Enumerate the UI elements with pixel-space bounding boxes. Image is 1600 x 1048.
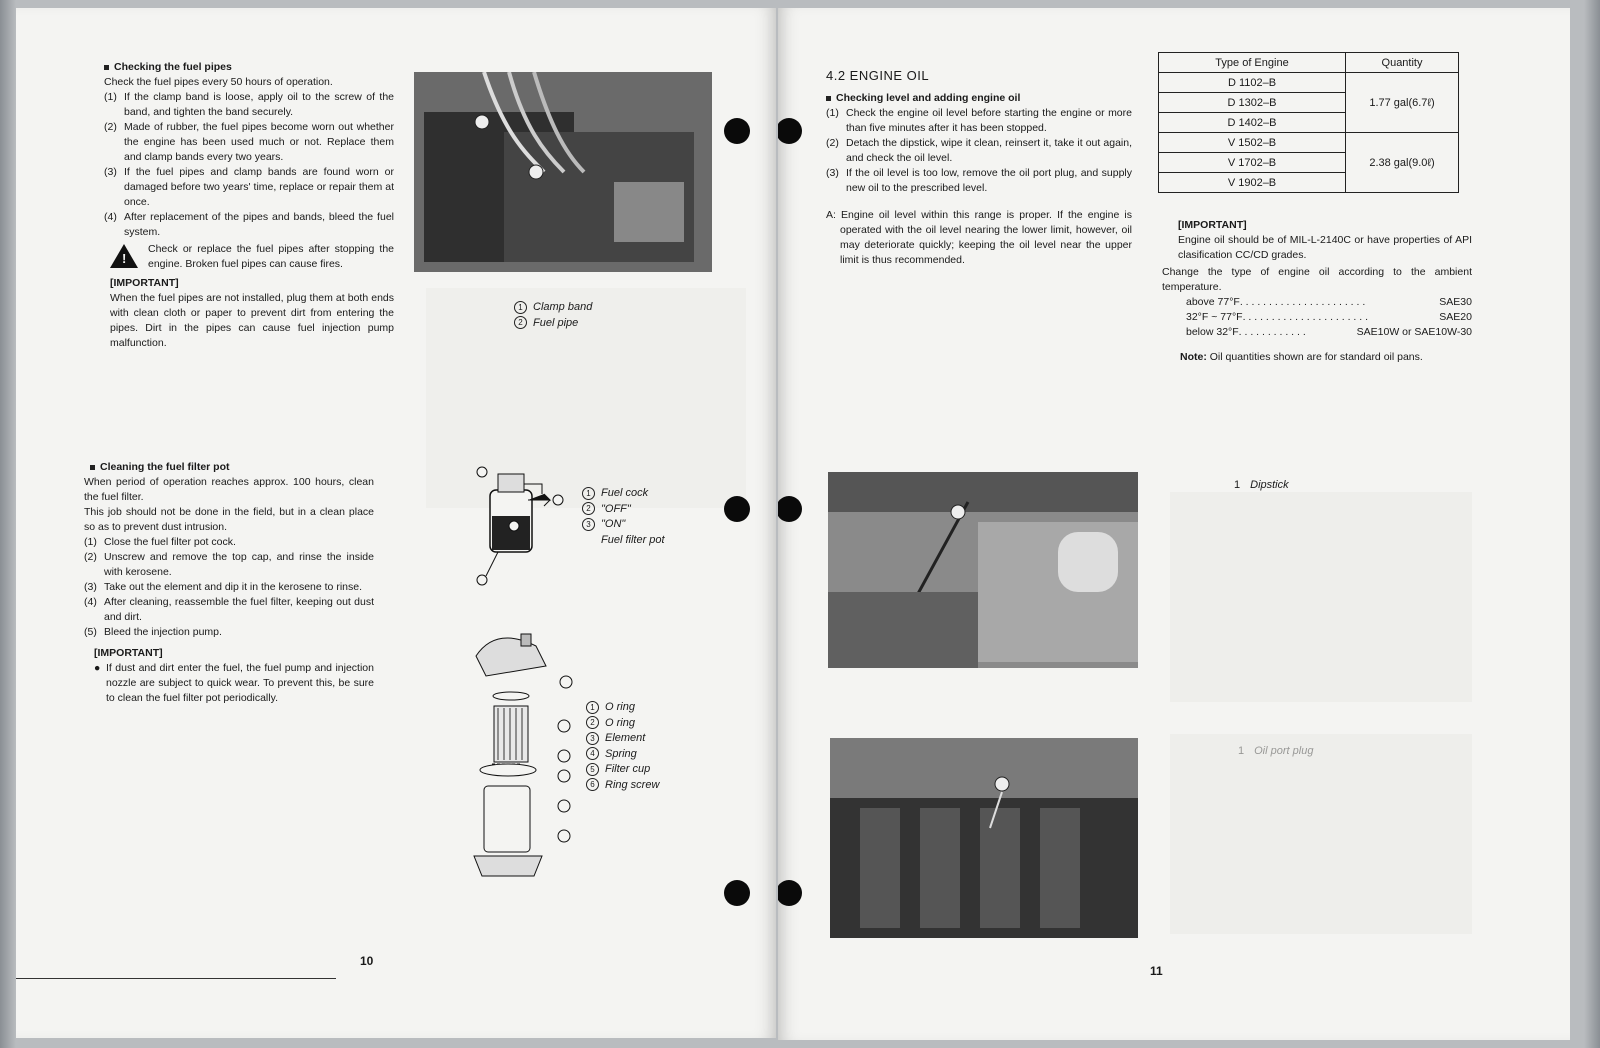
step-number: (4) [104, 211, 117, 223]
temperature-row [1162, 295, 1472, 310]
step-text: If the fuel pipes and clamp bands are found worn or damaged before two years' time, replace or repair them at once. [124, 166, 394, 208]
step-number: (2) [826, 137, 839, 149]
step-text: Take out the element and dip it in the kerosene to rinse. [104, 581, 362, 593]
step-item [104, 90, 394, 120]
bullet-icon: ● [94, 662, 101, 674]
legend-label: Fuel filter pot [601, 533, 665, 546]
temperature-range: above 77°F [1186, 296, 1240, 308]
step-text: Made of rubber, the fuel pipes become worn out whether the engine has been used much or not. Replace them and clamp bands every two years. [124, 121, 394, 163]
change-text: Change the type of engine oil according to the ambient temperature. [1162, 266, 1472, 293]
important-text-block [84, 661, 374, 706]
warning-block [104, 242, 394, 272]
legend-item [582, 486, 665, 502]
note-line [1162, 350, 1472, 365]
callout-number-icon: 4 [586, 747, 599, 760]
filter-pot-section [84, 460, 374, 706]
table-cell: D 1402–B [1159, 113, 1346, 133]
table-cell: D 1102–B [1159, 73, 1346, 93]
section-heading: Cleaning the fuel filter pot [84, 460, 374, 475]
step-text: Bleed the injection pump. [104, 626, 222, 638]
fuel-filter-pot-diagram [468, 464, 578, 589]
intro-text: When period of operation reaches approx. 100 hours, clean the fuel filter. [84, 476, 374, 503]
important-text: When the fuel pipes are not installed, plug them at both ends with clean cloth or paper to prevent dirt from entering the pipes. Dirt in the pipes can cause fuel injection pump malfunction. [110, 292, 394, 349]
punch-hole [778, 118, 802, 144]
oil-port-photo-graphic [830, 738, 1138, 938]
table-row [1159, 133, 1459, 153]
step-item [84, 550, 374, 580]
step-text: If the clamp band is loose, apply oil to the screw of the band, and tighten the band securely. [124, 91, 394, 118]
page-10 [16, 8, 776, 1038]
step-item [84, 535, 374, 550]
fuel-pipes-section [104, 60, 394, 351]
important-text: If dust and dirt enter the fuel, the fuel pump and injection nozzle are subject to quick wear. To prevent this, be sure to clean the fuel filter pot periodically. [106, 662, 374, 704]
step-item [104, 165, 394, 210]
temperature-range: below 32°F [1186, 326, 1239, 338]
table-row [1159, 73, 1459, 93]
legend-label: "OFF" [601, 502, 631, 515]
step-item [826, 166, 1132, 196]
callout-number-icon: 3 [582, 518, 595, 531]
callout-number-icon: 2 [514, 316, 527, 329]
callout-number-icon: 3 [586, 732, 599, 745]
punch-hole [778, 496, 802, 522]
important-label: [IMPORTANT] [94, 647, 163, 659]
step-number: (1) [84, 536, 97, 548]
oil-grade: SAE30 [1439, 296, 1472, 308]
temperature-range: 32°F ~ 77°F [1186, 311, 1243, 323]
legend-item [586, 778, 659, 794]
step-text: Close the fuel filter pot cock. [104, 536, 236, 548]
step-item [84, 580, 374, 595]
legend-label: O ring [605, 716, 635, 729]
footer-rule [16, 978, 336, 979]
filter-exploded-diagram [446, 626, 576, 886]
table-cell: V 1902–B [1159, 173, 1346, 193]
section-heading: Checking level and adding engine oil [826, 91, 1132, 106]
legend-item [582, 517, 665, 533]
engine-photo-graphic [414, 72, 712, 272]
step-item [84, 625, 374, 640]
filter-pot-legend [582, 486, 665, 548]
oil-grade: SAE20 [1439, 311, 1472, 323]
legend-label: Dipstick [1250, 479, 1289, 491]
step-text: Detach the dipstick, wipe it clean, reinsert it, take it out again, and check the oil level. [846, 137, 1132, 164]
oil-port-photo [830, 738, 1138, 938]
table-cell: 2.38 gal(9.0ℓ) [1346, 133, 1459, 193]
dipstick-photo [828, 472, 1138, 668]
callout-number-icon: 2 [582, 502, 595, 515]
page-11 [778, 8, 1570, 1040]
callout-number-icon: 6 [586, 778, 599, 791]
fuel-pipe-legend [514, 300, 592, 331]
oil-grade: SAE10W or SAE10W-30 [1356, 326, 1472, 338]
legend-label: Element [605, 732, 646, 744]
callout-number-icon: 1 [582, 487, 595, 500]
steps-list [104, 90, 394, 240]
legend-item [586, 762, 659, 778]
fuel-pipe-photo [414, 72, 712, 272]
legend-label: O ring [605, 701, 635, 713]
step-text: After replacement of the pipes and bands, bleed the fuel system. [124, 211, 394, 238]
legend-label: Ring screw [605, 778, 660, 791]
legend-label: Fuel pipe [533, 316, 579, 329]
callout-number-icon: 5 [586, 763, 599, 776]
step-item [826, 136, 1132, 166]
oil-grade-section [1162, 218, 1472, 365]
engine-oil-section [826, 68, 1132, 268]
legend-label: Clamp band [533, 301, 593, 313]
step-item [826, 106, 1132, 136]
oil-quantity-table-wrap [1158, 52, 1459, 193]
important-label: [IMPORTANT] [1178, 219, 1247, 231]
temperature-row [1162, 325, 1472, 340]
step-item [104, 210, 394, 240]
intro-text: Check the fuel pipes every 50 hours of operation. [104, 76, 333, 88]
step-item [84, 595, 374, 625]
step-number: (4) [84, 596, 97, 608]
legend-item [582, 502, 665, 518]
table-header: Quantity [1346, 53, 1459, 73]
legend-label: Filter cup [605, 763, 651, 775]
filter-parts-legend [586, 700, 659, 793]
step-number: (3) [104, 166, 117, 178]
warning-icon: ! [110, 244, 138, 268]
section-heading: Checking the fuel pipes [104, 60, 394, 75]
legend-item [514, 316, 592, 332]
important-label: [IMPORTANT] [110, 277, 179, 289]
temperature-list [1162, 295, 1472, 340]
step-text: Unscrew and remove the top cap, and rinse the inside with kerosene. [104, 551, 374, 578]
step-number: (2) [104, 121, 117, 133]
table-header-row [1159, 53, 1459, 73]
table-header: Type of Engine [1159, 53, 1346, 73]
callout-number: 1 [1234, 479, 1241, 491]
legend-label: Spring [605, 747, 637, 760]
note-a-text: A: Engine oil level within this range is proper. If the engine is operated with the oil level nearing the lower limit, however, oil may deteriorate quickly; keeping the oil level near the upper limit is thus recommended. [826, 209, 1132, 266]
leader-dots: . . . . . . . . . . . . [1238, 326, 1306, 338]
page-number: 10 [360, 954, 374, 968]
table-cell: V 1702–B [1159, 153, 1346, 173]
section-title: 4.2 ENGINE OIL [826, 68, 930, 83]
legend-item [582, 533, 665, 549]
warning-text: Check or replace the fuel pipes after stopping the engine. Broken fuel pipes can cause fires. [148, 243, 394, 270]
step-number: (1) [104, 91, 117, 103]
step-text: After cleaning, reassemble the fuel filter, keeping out dust and dirt. [104, 596, 374, 623]
legend-item [586, 700, 659, 716]
callout-number-icon: 2 [586, 716, 599, 729]
step-text: If the oil level is too low, remove the oil port plug, and supply new oil to the prescribed level. [846, 167, 1132, 194]
punch-hole [724, 118, 750, 144]
table-cell: V 1502–B [1159, 133, 1346, 153]
callout-number-icon: 1 [514, 301, 527, 314]
show-through-photo [1170, 734, 1472, 934]
punch-hole [778, 880, 802, 906]
legend-label: Fuel cock [601, 487, 649, 499]
page-number: 11 [1150, 964, 1163, 978]
punch-hole [724, 880, 750, 906]
steps-list [84, 535, 374, 640]
table-cell: D 1302–B [1159, 93, 1346, 113]
oil-quantity-table [1158, 52, 1459, 193]
legend-item [586, 731, 659, 747]
steps-list [826, 106, 1132, 196]
leader-dots: . . . . . . . . . . . . . . . . . . . . . . [1239, 296, 1366, 308]
important-text: Engine oil should be of MIL-L-2140C or have properties of API clasification CC/CD grades. [1178, 234, 1472, 261]
step-text: Check the engine oil level before starting the engine or more than five minutes after it has been stopped. [846, 107, 1132, 134]
legend-item [586, 747, 659, 763]
legend-label: "ON" [601, 518, 626, 530]
punch-hole [724, 496, 750, 522]
leader-dots: . . . . . . . . . . . . . . . . . . . . . . [1242, 311, 1369, 323]
note-label: Note: [1180, 351, 1207, 363]
step-number: (5) [84, 626, 97, 638]
dipstick-photo-graphic [828, 472, 1138, 668]
intro-text-2: This job should not be done in the field, but in a clean place so as to prevent dust intrusion. [84, 506, 374, 533]
legend-item [514, 300, 592, 316]
temperature-row [1162, 310, 1472, 325]
table-cell: 1.77 gal(6.7ℓ) [1346, 73, 1459, 133]
step-item [104, 120, 394, 165]
callout-number-icon: 1 [586, 701, 599, 714]
note-text: Oil quantities shown are for standard oil pans. [1209, 351, 1423, 363]
step-number: (3) [826, 167, 839, 179]
show-through-photo [1170, 492, 1472, 702]
step-number: (1) [826, 107, 839, 119]
step-number: (3) [84, 581, 97, 593]
step-number: (2) [84, 551, 97, 563]
legend-item [586, 716, 659, 732]
